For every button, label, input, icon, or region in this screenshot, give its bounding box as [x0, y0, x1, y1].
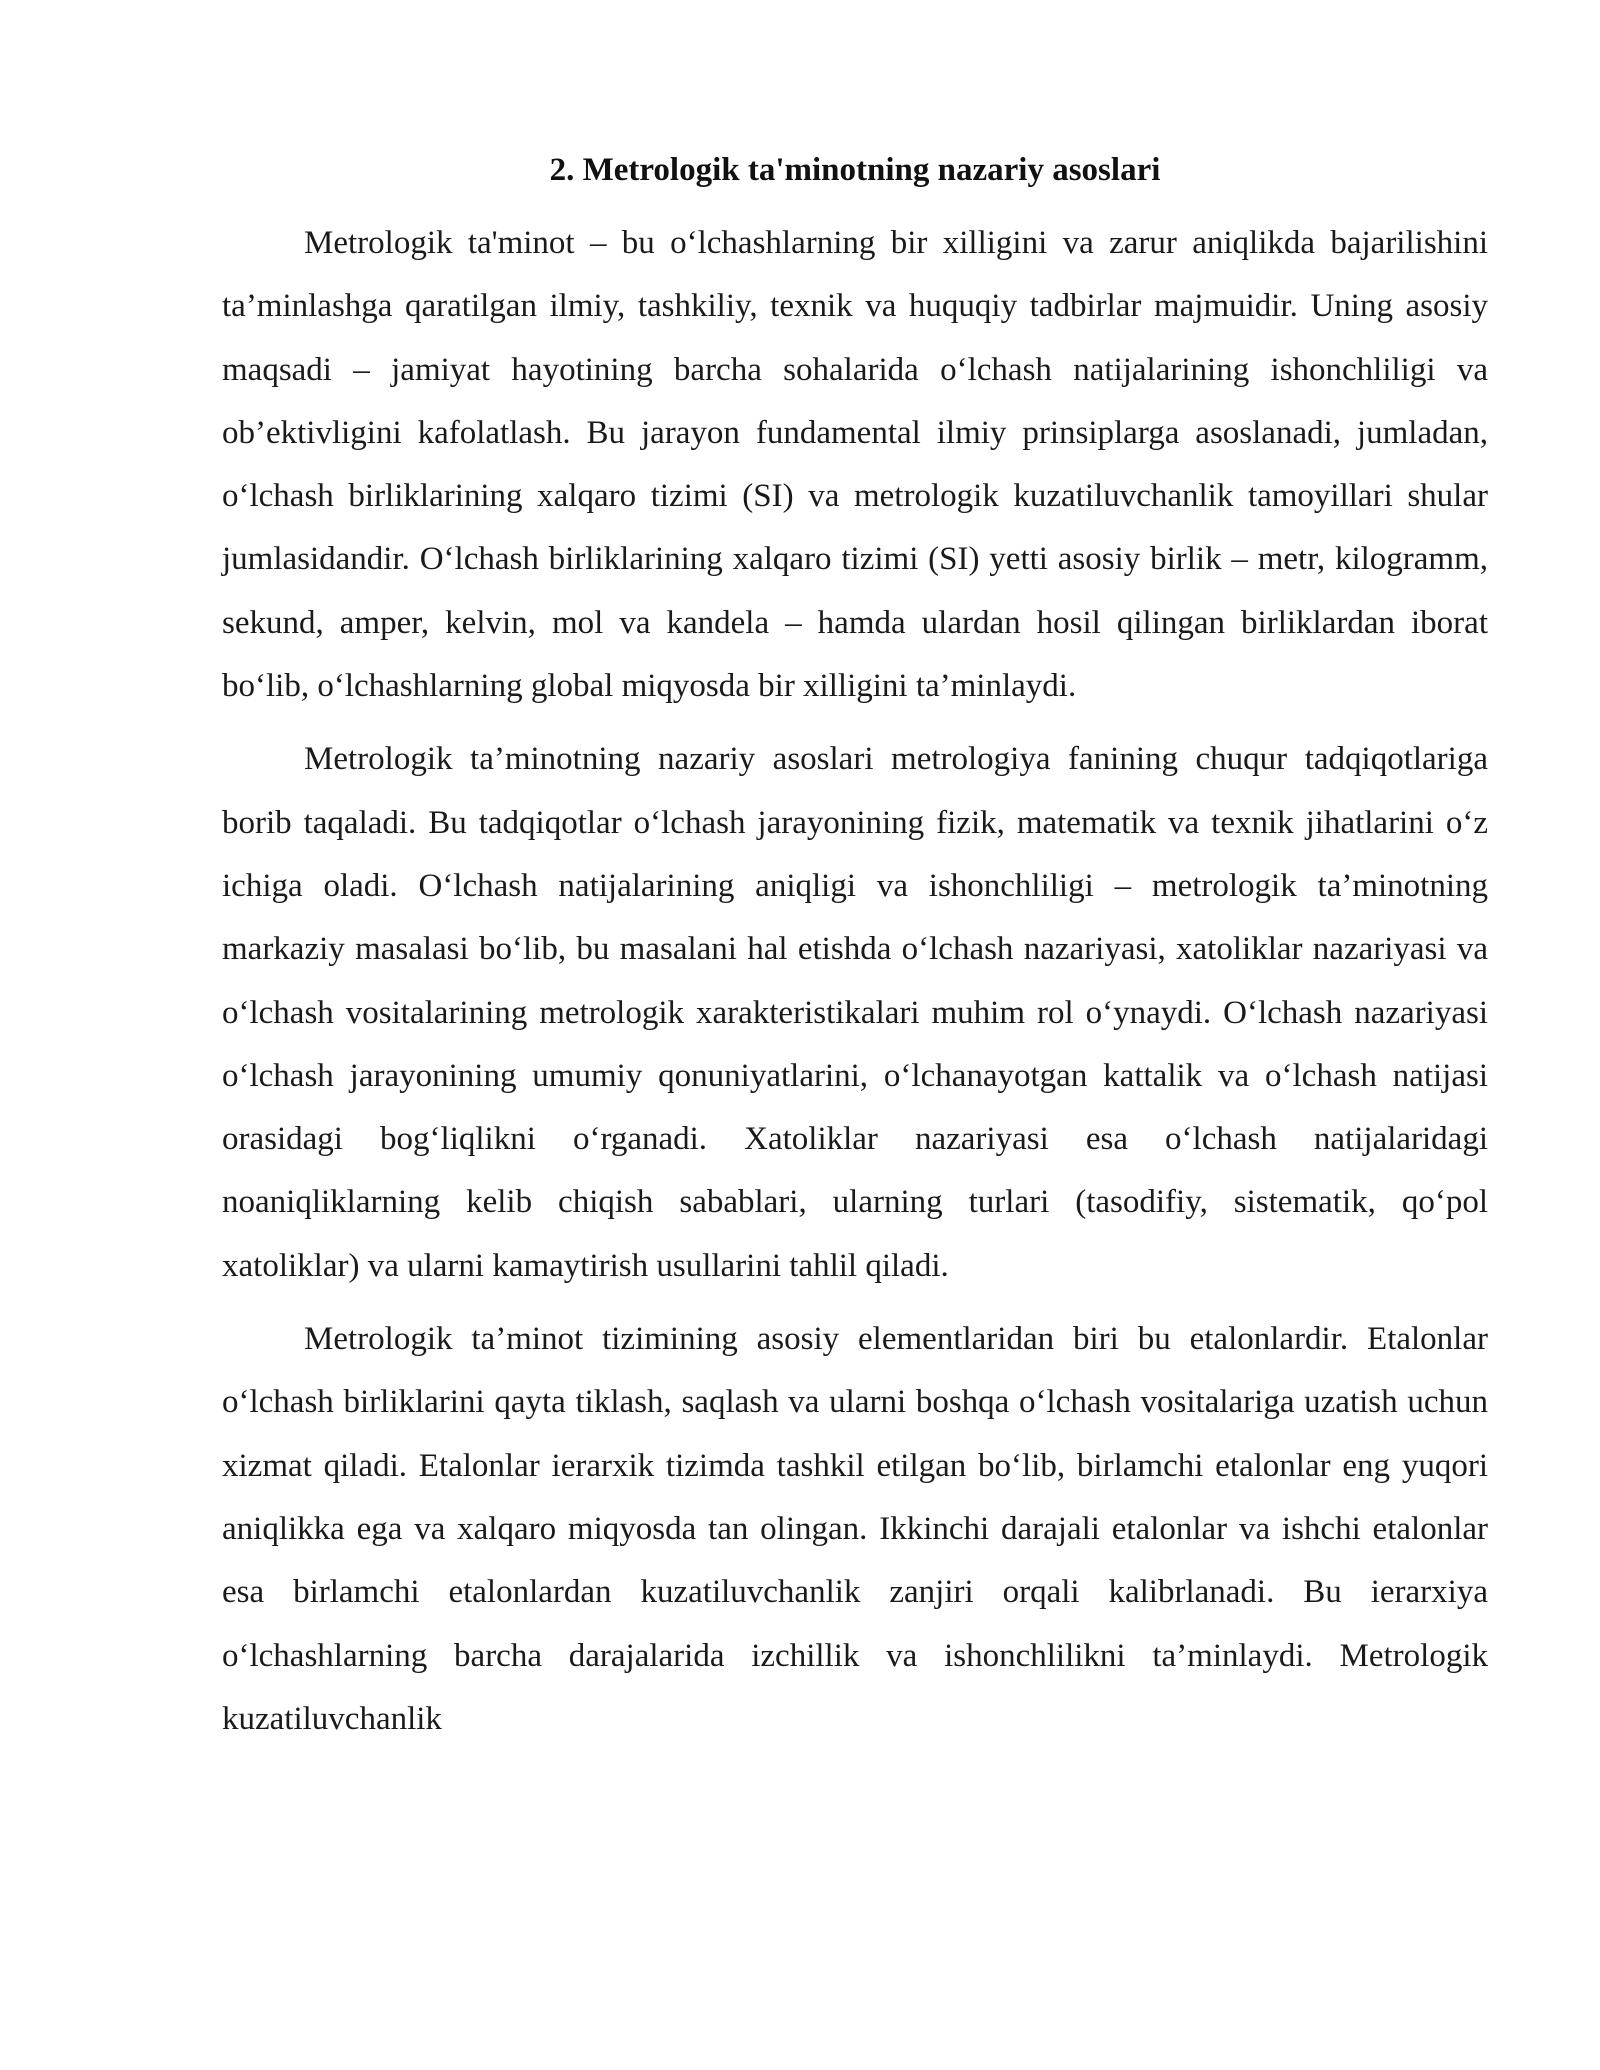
paragraph-theoretical-foundations: Metrologik ta’minotning nazariy asoslari metrologiya fanining chuqur tadqiqotlariga borib taqaladi. Bu tadqiqotlar o‘lchash jarayonining fizik, matematik va texnik jihatlarini o‘z ichiga oladi. O‘lchash natijalarining aniqligi va ishonchliligi – metrologik ta’minotning markaziy masalasi bo‘lib, bu masalani hal etishda o‘lchash nazariyasi, xatoliklar nazariyasi va o‘lchash vositalarining metrologik xarakteristikalari muhim rol o‘ynaydi. O‘lchash nazariyasi o‘lchash jarayonining umumiy qonuniyatlarini, o‘lchanayotgan kattalik va o‘lchash natijasi orasidagi bog‘liqlikni o‘rganadi. Xatoliklar nazariyasi esa o‘lchash natijalaridagi noaniqliklarning kelib chiqish sabablari, ularning turlari (tasodifiy, sistematik, qo‘pol xatoliklar) va ularni kamaytirish usullarini tahlil qiladi. — [222, 741, 1488, 1284]
paragraph-etalons: Metrologik ta’minot tizimining asosiy elementlaridan biri bu etalonlardir. Etalonlar o‘lchash birliklarini qayta tiklash, saqlash va ularni boshqa o‘lchash vositalariga uzatish uchun xizmat qiladi. Etalonlar ierarxik tizimda tashkil etilgan bo‘lib, birlamchi etalonlar eng yuqori aniqlikka ega va xalqaro miqyosda tan olingan. Ikkinchi darajali etalonlar va ishchi etalonlar esa birlamchi etalonlardan kuzatiluvchanlik zanjiri orqali kalibrlanadi. Bu ierarxiya o‘lchashlarning barcha darajalarida izchillik va ishonchlilikni ta’minlaydi. Metrologik kuzatiluvchanlik — [222, 1321, 1488, 1737]
paragraph-si-system: Metrologik ta'minot – bu o‘lchashlarning bir xilligini va zarur aniqlikda bajarilishini ta’minlashga qaratilgan ilmiy, tashkiliy, texnik va huquqiy tadbirlar majmuidir. Uning asosiy maqsadi – jamiyat hayotining barcha sohalarida o‘lchash natijalarining ishonchliligi va ob’ektivligini kafolatlash. Bu jarayon fundamental ilmiy prinsiplarga asoslanadi, jumladan, o‘lchash birliklarining xalqaro tizimi (SI) va metrologik kuzatiluvchanlik tamoyillari shular jumlasidandir. O‘lchash birliklarining xalqaro tizimi (SI) yetti asosiy birlik – metr, kilogramm, sekund, amper, kelvin, mol va kandela – hamda ulardan hosil qilingan birliklardan iborat bo‘lib, o‘lchashlarning global miqyosda bir xilligini ta’minlaydi. — [222, 225, 1488, 705]
document-body — [222, 148, 1488, 1761]
section-title: 2. Metrologik ta'minotning nazariy asoslari — [549, 152, 1161, 188]
